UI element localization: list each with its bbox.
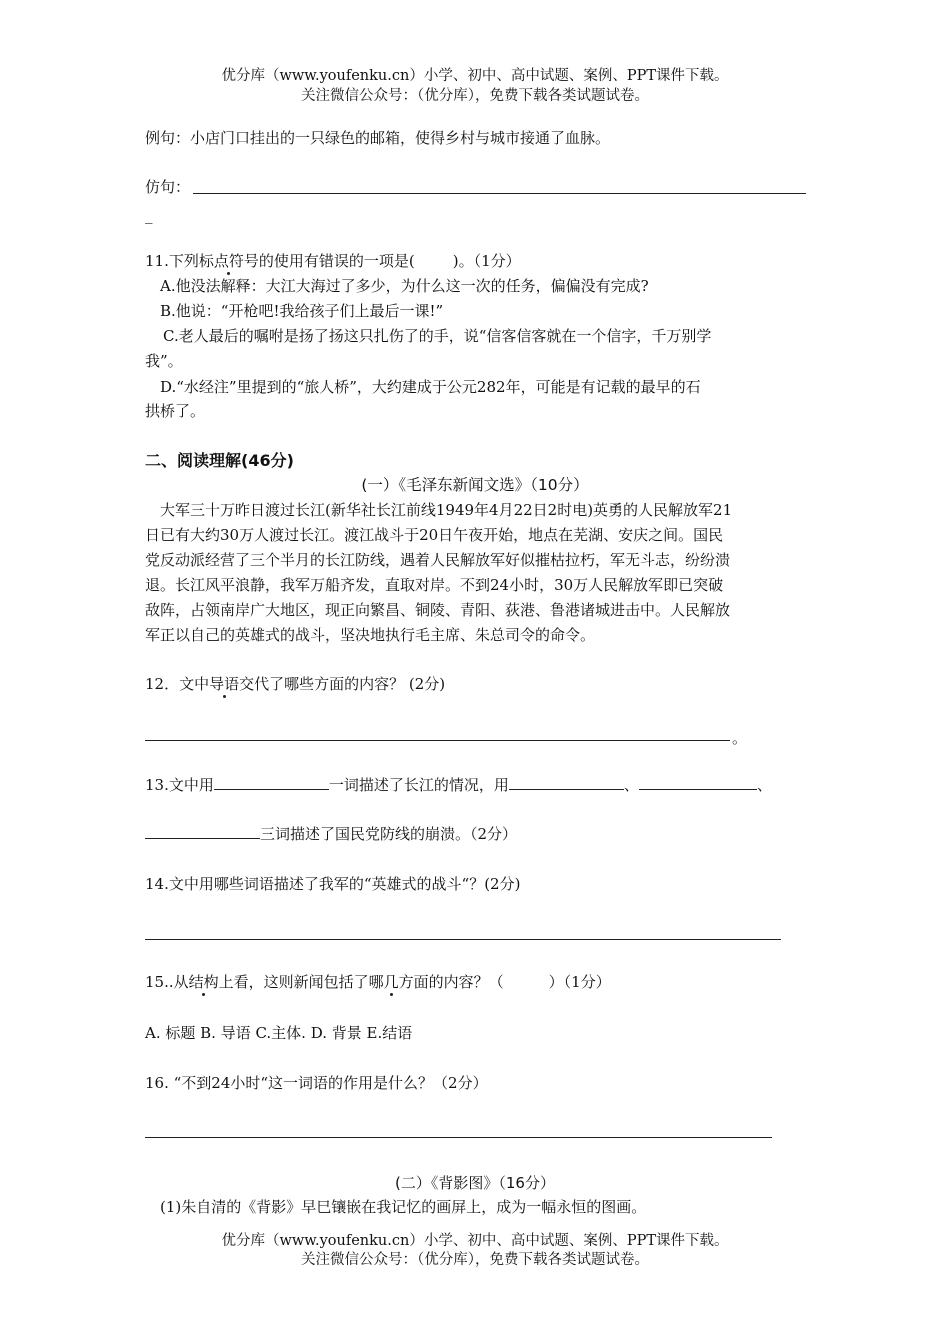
part-2-title: (二）《背影图》（16分） xyxy=(395,1174,555,1192)
q11-option-c-line2: 我”。 xyxy=(145,352,183,370)
q15-options: A. 标题 B. 导语 C.主体. D. 背景 E.结语 xyxy=(145,1024,413,1042)
q11-option-b: B.他说：“开枪吧!我给孩子们上最后一课!” xyxy=(160,302,444,320)
q11-option-c-line1: C.老人最后的嘱咐是扬了扬这只扎伤了的手，说“信客信客就在一个信字，千万别学 xyxy=(163,327,712,345)
q13-blank-1[interactable] xyxy=(214,775,329,790)
footer-line-2: 关注微信公众号：（优分库），免费下载各类试题试卷。 xyxy=(301,1252,649,1268)
passage-line-5: 敌阵，占领南岸广大地区，现正向繁昌、铜陵、青阳、荻港、鲁港诸城进击中。人民解放 xyxy=(145,601,731,619)
q11-option-d-line2: 拱桥了。 xyxy=(145,402,206,420)
q16-stem: 16. “不到24小时“这一词语的作用是什么？（2分） xyxy=(145,1074,488,1092)
passage-line-2: 日已有大约30万人渡过长江。渡江战斗于20日午夜开始，地点在芜湖、安庆之间。国民 xyxy=(145,526,724,544)
q12-end-mark: 。 xyxy=(732,729,748,747)
q14-stem: 14.文中用哪些词语描述了我军的“英雄式的战斗“？(2分) xyxy=(145,875,521,893)
header-line-2: 关注微信公众号：（优分库），免费下载各类试题试卷。 xyxy=(301,88,649,104)
imitate-tail: _ xyxy=(145,206,153,224)
q13-blank-2[interactable] xyxy=(509,775,624,790)
q13-line-1: 13.文中用 一词描述了长江的情况，用 、 、 xyxy=(145,776,772,794)
q15-stem: 15..从结构上看，这则新闻包括了哪几方面的内容？（ ）（1分） xyxy=(145,973,611,991)
q13-blank-4[interactable] xyxy=(145,824,260,839)
passage-line-6: 军正以自己的英雄式的战斗，坚决地执行毛主席、朱总司令的命令。 xyxy=(145,626,596,644)
passage-line-4: 退。长江风平浪静，我军万船齐发，直取对岸。不到24小时，30万人民解放军即已突破 xyxy=(145,576,724,594)
passage-line-3: 党反动派经营了三个半月的长江防线，遇着人民解放军好似摧枯拉朽，军无斗志，纷纷溃 xyxy=(145,551,731,569)
q12-answer-line[interactable] xyxy=(145,740,730,741)
imitate-answer-line[interactable] xyxy=(193,193,806,194)
example-sentence: 例句：小店门口挂出的一只绿色的邮箱，使得乡村与城市接通了血脉。 xyxy=(145,129,611,147)
section-2-title: 二、阅读理解(46分) xyxy=(145,451,294,470)
q16-answer-line[interactable] xyxy=(145,1137,772,1138)
q13-blank-3[interactable] xyxy=(639,775,757,790)
imitate-label: 仿句： xyxy=(145,178,191,196)
q14-answer-line[interactable] xyxy=(145,939,781,940)
header-line-1: 优分库（www.youfenku.cn）小学、初中、高中试题、案例、PPT课件下载。 xyxy=(221,68,729,84)
q11-option-a: A.他没法解释：大江大海过了多少，为什么这一次的任务，偏偏没有完成? xyxy=(160,277,649,295)
q13-line-2: 三词描述了国民党防线的崩溃。（2分） xyxy=(145,823,517,845)
q12-stem: 12．文中导语交代了哪些方面的内容？ (2分) xyxy=(145,675,446,693)
q11-stem: 11.下列标点符号的使用有错误的一项是( )。（1分） xyxy=(145,252,521,270)
part-2-paragraph-1: (1)朱自清的《背影》早巳镶嵌在我记忆的画屏上，成为一幅永恒的图画。 xyxy=(160,1198,647,1216)
q11-option-d-line1: D.“水经注”里提到的“旅人桥”，大约建成于公元282年，可能是有记载的最早的石 xyxy=(160,378,701,396)
passage-line-1: 大军三十万昨日渡过长江(新华社长江前线1949年4月22日2时电)英勇的人民解放军21 xyxy=(160,501,733,519)
footer-line-1: 优分库（www.youfenku.cn）小学、初中、高中试题、案例、PPT课件下载。 xyxy=(221,1233,729,1249)
part-1-title: (一）《毛泽东新闻文选》（10分） xyxy=(361,476,589,494)
